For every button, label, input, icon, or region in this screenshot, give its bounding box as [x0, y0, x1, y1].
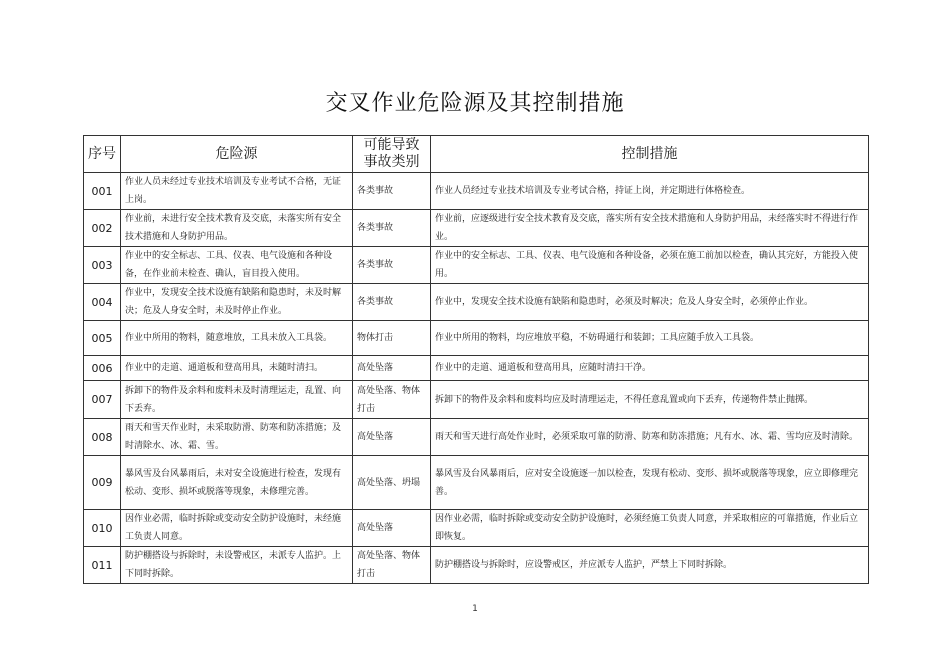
row-seq: 010	[84, 510, 121, 547]
row-control: 拆卸下的物件及余料和废料均应及时清理运走，不得任意乱置或向下丢弃，传递物件禁止抛掷。	[431, 381, 869, 419]
row-hazard: 作业人员未经过专业技术培训及专业考试不合格，无证上岗。	[121, 173, 353, 210]
table-row	[84, 284, 869, 321]
row-accident: 物体打击	[353, 321, 431, 356]
row-seq: 007	[84, 381, 121, 419]
row-seq: 005	[84, 321, 121, 356]
row-control: 作业中所用的物料，均应堆放平稳，不妨碍通行和装卸；工具应随手放入工具袋。	[431, 321, 869, 356]
row-control: 雨天和雪天进行高处作业时，必须采取可靠的防滑、防寒和防冻措施；凡有水、冰、霜、雪均应及时清除。	[431, 419, 869, 456]
header-seq: 序号	[84, 136, 121, 173]
table-row	[84, 510, 869, 547]
row-control: 因作业必需，临时拆除或变动安全防护设施时，必须经施工负责人同意，并采取相应的可靠措施，作业后立即恢复。	[431, 510, 869, 547]
table-row	[84, 210, 869, 247]
row-accident: 各类事故	[353, 173, 431, 210]
row-seq: 002	[84, 210, 121, 247]
row-seq: 003	[84, 247, 121, 284]
row-control: 作业人员经过专业技术培训及专业考试合格，持证上岗，并定期进行体格检查。	[431, 173, 869, 210]
row-hazard: 雨天和雪天作业时，未采取防滑、防寒和防冻措施；及时清除水、冰、霜、雪。	[121, 419, 353, 456]
header-accident	[353, 136, 431, 173]
header-accident-line1: 可能导致	[363, 137, 420, 153]
table-row	[84, 173, 869, 210]
row-seq: 004	[84, 284, 121, 321]
table-row	[84, 419, 869, 456]
row-hazard: 因作业必需，临时拆除或变动安全防护设施时，未经施工负责人同意。	[121, 510, 353, 547]
header-control: 控制措施	[431, 136, 869, 173]
row-hazard: 作业中，发现安全技术设施有缺陷和隐患时，未及时解决；危及人身安全时，未及时停止作业。	[121, 284, 353, 321]
row-accident: 各类事故	[353, 247, 431, 284]
row-seq: 006	[84, 356, 121, 381]
row-hazard: 暴风雪及台风暴雨后，未对安全设施进行检查，发现有松动、变形、损坏或脱落等现象，未修理完善。	[121, 456, 353, 510]
row-accident: 高处坠落	[353, 356, 431, 381]
row-accident: 高处坠落	[353, 510, 431, 547]
row-seq: 009	[84, 456, 121, 510]
hazard-table	[83, 135, 869, 584]
row-hazard: 作业中的安全标志、工具、仪表、电气设施和各种设备，在作业前未检查、确认，盲目投入使用。	[121, 247, 353, 284]
row-control: 作业中的走道、通道板和登高用具，应随时清扫干净。	[431, 356, 869, 381]
page-number: 1	[472, 604, 478, 614]
header-hazard: 危险源	[121, 136, 353, 173]
row-control: 作业中的安全标志、工具、仪表、电气设施和各种设备，必须在施工前加以检查，确认其完好，方能投入使用。	[431, 247, 869, 284]
row-seq: 001	[84, 173, 121, 210]
row-accident: 各类事故	[353, 210, 431, 247]
row-accident: 高处坠落	[353, 419, 431, 456]
row-accident: 高处坠落、坍塌	[353, 456, 431, 510]
row-accident: 高处坠落、物体打击	[353, 547, 431, 584]
table-header-row	[84, 136, 869, 173]
table-row	[84, 247, 869, 284]
row-control: 作业中，发现安全技术设施有缺陷和隐患时，必须及时解决；危及人身安全时，必须停止作业。	[431, 284, 869, 321]
row-accident: 各类事故	[353, 284, 431, 321]
row-accident: 高处坠落、物体打击	[353, 381, 431, 419]
row-control: 暴风雪及台风暴雨后，应对安全设施逐一加以检查，发现有松动、变形、损坏或脱落等现象，应立即修理完善。	[431, 456, 869, 510]
page-title: 交叉作业危险源及其控制措施	[325, 91, 625, 116]
table-row	[84, 456, 869, 510]
header-accident-line2: 事故类别	[363, 154, 420, 170]
row-hazard: 拆卸下的物件及余料和废料未及时清理运走，乱置、向下丢弃。	[121, 381, 353, 419]
row-hazard: 作业中所用的物料，随意堆放，工具未放入工具袋。	[121, 321, 353, 356]
table-row	[84, 381, 869, 419]
row-hazard: 防护棚搭设与拆除时，未设警戒区，未派专人监护。上下同时拆除。	[121, 547, 353, 584]
row-hazard: 作业前，未进行安全技术教育及交底，未落实所有安全技术措施和人身防护用品。	[121, 210, 353, 247]
row-seq: 008	[84, 419, 121, 456]
row-hazard: 作业中的走道、通道板和登高用具，未随时清扫。	[121, 356, 353, 381]
row-control: 防护棚搭设与拆除时，应设警戒区，并应派专人监护，严禁上下同时拆除。	[431, 547, 869, 584]
row-seq: 011	[84, 547, 121, 584]
table-row	[84, 356, 869, 381]
table-row	[84, 321, 869, 356]
table-row	[84, 547, 869, 584]
row-control: 作业前，应逐级进行安全技术教育及交底，落实所有安全技术措施和人身防护用品，未经落实时不得进行作业。	[431, 210, 869, 247]
